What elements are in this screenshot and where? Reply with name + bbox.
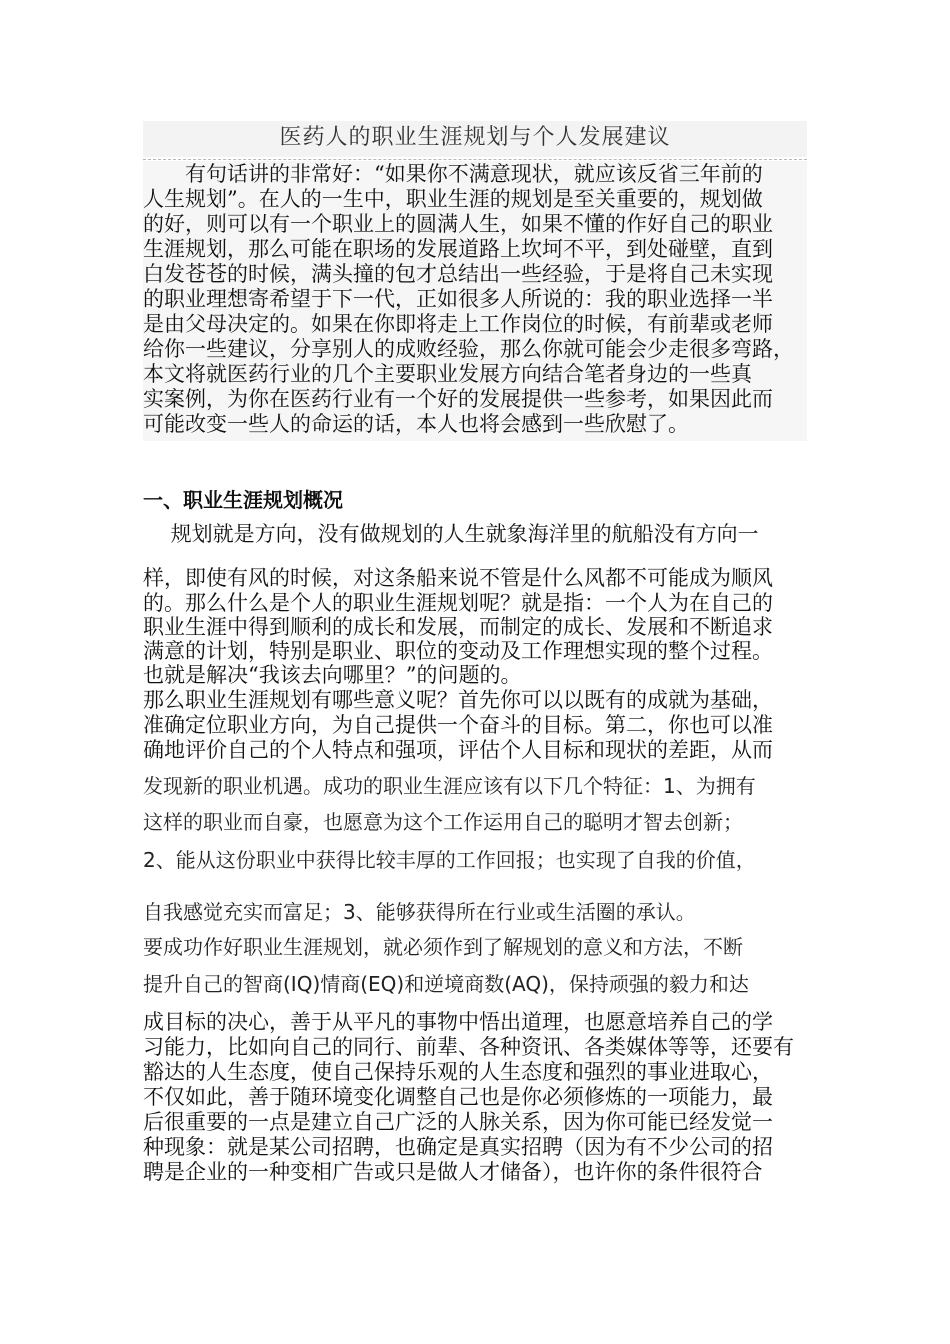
body-line: 确地评价自己的个人特点和强项，评估个人目标和现状的差距，从而 (143, 738, 773, 762)
body-line: 发现新的职业机遇。成功的职业生涯应该有以下几个特征：1、为拥有 (143, 774, 756, 798)
body-line: 后很重要的一点是建立自己广泛的人脉关系，因为你可能已经发觉一 (143, 1110, 773, 1134)
body-line: 职业生涯中得到顺利的成长和发展，而制定的成长、发展和不断追求 (143, 615, 773, 639)
body-line: 种现象：就是某公司招聘，也确定是真实招聘（因为有不少公司的招 (143, 1135, 773, 1159)
intro-line: 给你一些建议，分享别人的成败经验，那么你就可能会少走很多弯路， (143, 337, 794, 361)
body-line: 的。那么什么是个人的职业生涯规划呢？就是指：一个人为在自己的 (143, 591, 773, 615)
body-line: 满意的计划，特别是职业、职位的变动及工作理想实现的整个过程。 (143, 639, 773, 663)
title-divider (143, 159, 807, 160)
body-line: 提升自己的智商(IQ)情商(EQ)和逆境商数(AQ)，保持顽强的毅力和达 (143, 972, 749, 996)
intro-line: 有句话讲的非常好：“如果你不满意现状，就应该反省三年前的 (143, 162, 763, 186)
intro-line: 本文将就医药行业的几个主要职业发展方向结合笔者身边的一些真 (143, 362, 752, 386)
body-line: 豁达的人生态度，使自己保持乐观的人生态度和强烈的事业进取心， (143, 1060, 773, 1084)
body-line: 成目标的决心，善于从平凡的事物中悟出道理，也愿意培养自己的学 (143, 1010, 773, 1034)
body-line: 习能力，比如向自己的同行、前辈、各种资讯、各类媒体等等，还要有 (143, 1035, 794, 1059)
body-line: 2、能从这份职业中获得比较丰厚的工作回报；也实现了自我的价值， (143, 848, 756, 872)
body-line: 要成功作好职业生涯规划，就必须作到了解规划的意义和方法，不断 (143, 935, 743, 959)
body-line: 这样的职业而自豪，也愿意为这个工作运用自己的聪明才智去创新； (143, 810, 743, 834)
intro-line: 的好，则可以有一个职业上的圆满人生，如果不懂的作好自己的职业 (143, 212, 773, 236)
body-line: 自我感觉充实而富足；3、能够获得所在行业或生活圈的承认。 (143, 900, 696, 924)
intro-line: 可能改变一些人的命运的话，本人也将会感到一些欣慰了。 (143, 412, 689, 436)
body-line: 也就是解决“我该去向哪里？”的问题的。 (143, 663, 522, 687)
body-line: 规划就是方向，没有做规划的人生就象海洋里的航船没有方向一 (143, 522, 759, 546)
intro-line: 白发苍苍的时候，满头撞的包才总结出一些经验，于是将自己未实现 (143, 262, 773, 286)
body-line: 不仅如此，善于随环境变化调整自己也是你必须修炼的一项能力，最 (143, 1085, 773, 1109)
body-line: 准确定位职业方向，为自己提供一个奋斗的目标。第二，你也可以准 (143, 713, 773, 737)
intro-line: 实案例，为你在医药行业有一个好的发展提供一些参考，如果因此而 (143, 387, 773, 411)
intro-line: 人生规划”。在人的一生中，职业生涯的规划是至关重要的，规划做 (143, 187, 763, 211)
intro-line: 生涯规划，那么可能在职场的发展道路上坎坷不平，到处碰壁，直到 (143, 237, 773, 261)
document-title: 医药人的职业生涯规划与个人发展建议 (143, 121, 807, 157)
intro-line: 的职业理想寄希望于下一代，正如很多人所说的：我的职业选择一半 (143, 287, 773, 311)
intro-line: 是由父母决定的。如果在你即将走上工作岗位的时候，有前辈或老师 (143, 312, 773, 336)
body-line: 那么职业生涯规划有哪些意义呢？首先你可以以既有的成就为基础， (143, 688, 773, 712)
body-line: 聘是企业的一种变相广告或只是做人才储备），也许你的条件很符合 (143, 1160, 763, 1184)
body-line: 样，即使有风的时候，对这条船来说不管是什么风都不可能成为顺风 (143, 566, 773, 590)
section-heading: 一、职业生涯规划概况 (143, 488, 343, 512)
